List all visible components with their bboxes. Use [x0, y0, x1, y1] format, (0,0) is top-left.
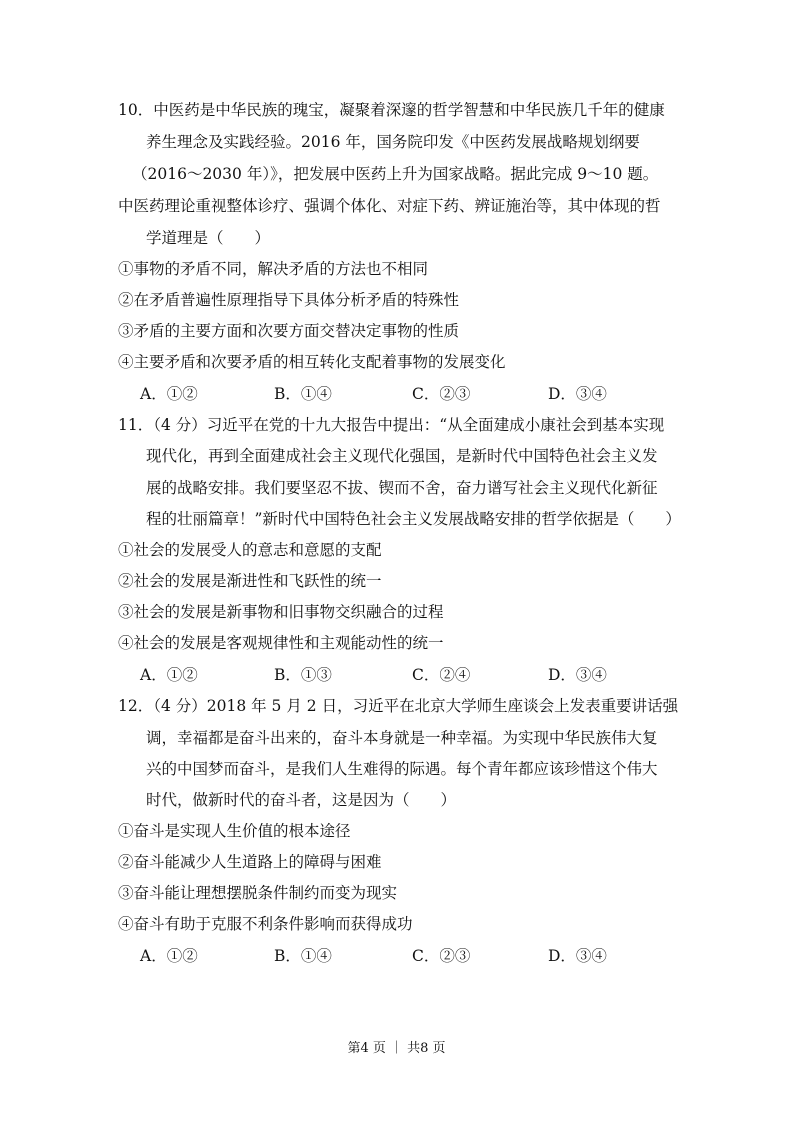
- q12-item-1: ①奋斗是实现人生价值的根本途径: [118, 822, 351, 840]
- q12-option-b: B．①④: [274, 947, 332, 965]
- q12-line-3: 兴的中国梦而奋斗，是我们人生难得的际遇。每个青年都应该珍惜这个伟大: [146, 760, 658, 778]
- q11-option-b: B．①③: [274, 666, 332, 684]
- q10-stem-1: 中医药理论重视整体诊疗、强调个体化、对症下药、辨证施治等，其中体现的哲: [118, 197, 661, 215]
- q12-option-a: A．①②: [140, 947, 198, 965]
- q10-line-2: 养生理念及实践经验。2016 年，国务院印发《中医药发展战略规划纲要: [146, 133, 640, 151]
- q10-line-1: 10．中医药是中华民族的瑰宝，凝聚着深邃的哲学智慧和中华民族几千年的健康: [118, 101, 665, 119]
- q12-item-2: ②奋斗能减少人生道路上的障碍与困难: [118, 853, 382, 871]
- q11-line-1: 11．（4 分）习近平在党的十九大报告中提出：“从全面建成小康社会到基本实现: [118, 416, 665, 434]
- q12-line-1: 12．（4 分）2018 年 5 月 2 日，习近平在北京大学师生座谈会上发表重要讲话强: [118, 697, 679, 715]
- q10-option-b: B．①④: [274, 385, 332, 403]
- q12-option-d: D．③④: [548, 947, 607, 965]
- q12-line-2: 调，幸福都是奋斗出来的，奋斗本身就是一种幸福。为实现中华民族伟大复: [146, 729, 658, 747]
- q10-option-c: C．②③: [412, 385, 471, 403]
- q12-option-c: C．②③: [412, 947, 471, 965]
- q12-line-4: 时代，做新时代的奋斗者，这是因为（ ）: [146, 791, 457, 809]
- q10-line-3: （2016～2030 年）》，把发展中医药上升为国家战略。据此完成 9～10 题。: [132, 165, 659, 183]
- q11-line-4: 程的壮丽篇章！”新时代中国特色社会主义发展战略安排的哲学依据是（ ）: [146, 510, 681, 528]
- q11-item-1: ①社会的发展受人的意志和意愿的支配: [118, 541, 382, 559]
- q11-option-c: C．②④: [412, 666, 471, 684]
- q12-item-3: ③奋斗能让理想摆脱条件制约而变为现实: [118, 884, 398, 902]
- q11-item-2: ②社会的发展是渐进性和飞跃性的统一: [118, 572, 382, 590]
- q11-line-3: 展的战略安排。我们要坚忍不拔、锲而不舍，奋力谱写社会主义现代化新征: [146, 479, 658, 497]
- q11-option-d: D．③④: [548, 666, 607, 684]
- q11-line-2: 现代化，再到全面建成社会主义现代化强国，是新时代中国特色社会主义发: [146, 447, 658, 465]
- q10-option-d: D．③④: [548, 385, 607, 403]
- q10-item-4: ④主要矛盾和次要矛盾的相互转化支配着事物的发展变化: [118, 353, 506, 371]
- q10-item-2: ②在矛盾普遍性原理指导下具体分析矛盾的特殊性: [118, 291, 460, 309]
- page-number-footer: 第4 页 ｜ 共8 页: [347, 1041, 446, 1056]
- q10-item-3: ③矛盾的主要方面和次要方面交替决定事物的性质: [118, 322, 460, 340]
- q11-item-3: ③社会的发展是新事物和旧事物交织融合的过程: [118, 603, 444, 621]
- q10-option-a: A．①②: [140, 385, 198, 403]
- q11-option-a: A．①②: [140, 666, 198, 684]
- q10-item-1: ①事物的矛盾不同，解决矛盾的方法也不相同: [118, 260, 429, 278]
- q11-item-4: ④社会的发展是客观规律性和主观能动性的统一: [118, 634, 444, 652]
- q12-item-4: ④奋斗有助于克服不利条件影响而获得成功: [118, 915, 413, 933]
- q10-stem-2: 学道理是（ ）: [146, 229, 271, 247]
